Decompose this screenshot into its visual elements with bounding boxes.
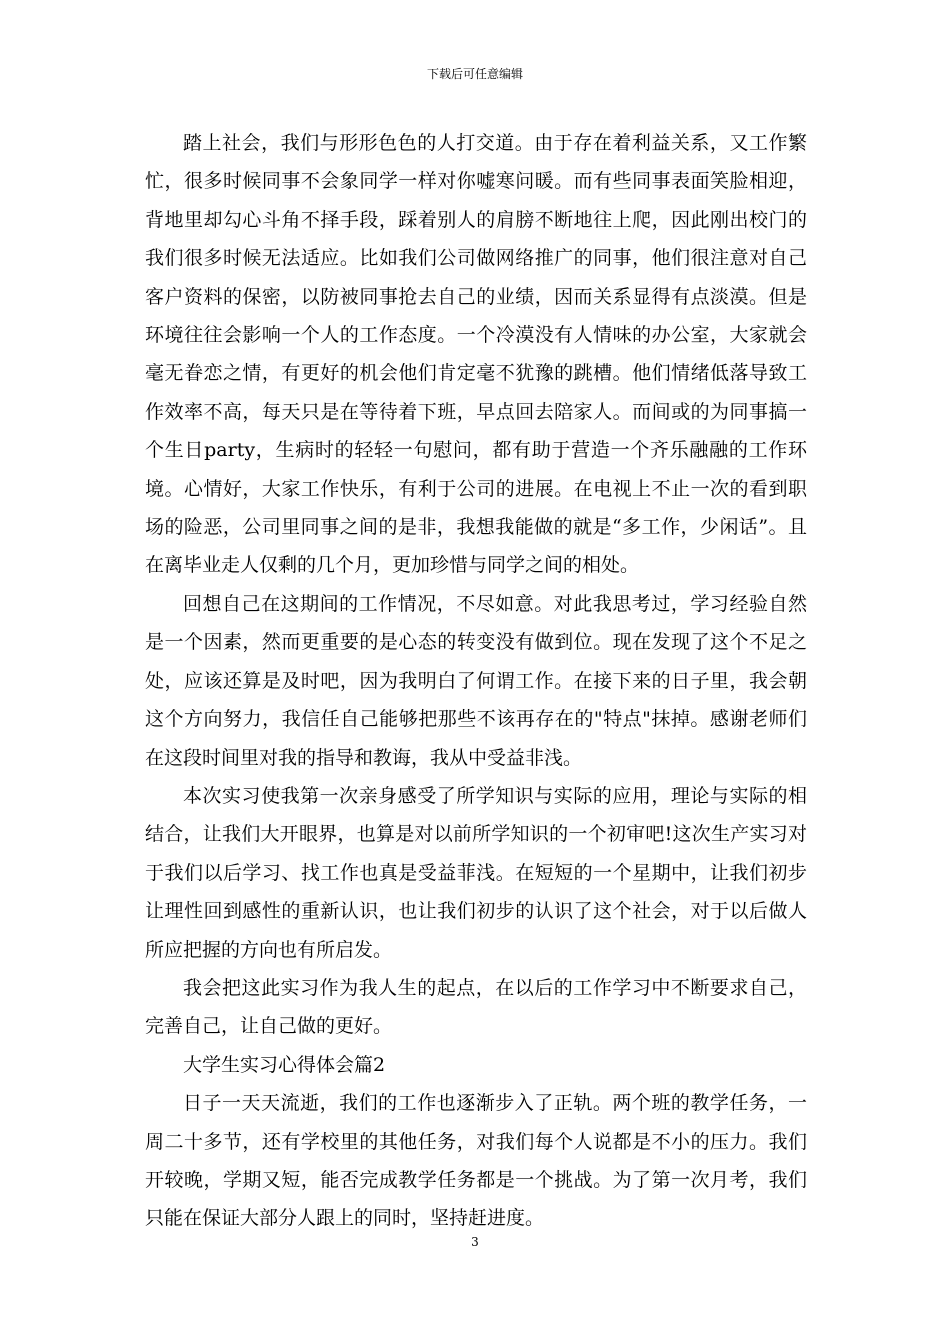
paragraph-teaching-tasks: 日子一天天流逝，我们的工作也逐渐步入了正轨。两个班的教学任务，一周二十多节，还有学校里的其他任务，对我们每个人说都是不小的压力。我们开较晚，学期又短，能否完成教学任务都是一个挑战。为了第一次月考，我们只能在保证大部分人跟上的同时，坚持赶进度。 — [145, 1092, 807, 1230]
section-heading: 大学生实习心得体会篇2 — [183, 1053, 386, 1076]
paragraph-starting-point: 我会把这此实习作为我人生的起点，在以后的工作学习中不断要求自己，完善自己，让自己做的更好。 — [145, 976, 807, 1038]
document-body — [145, 124, 807, 1238]
paragraph-internship-experience: 本次实习使我第一次亲身感受了所学知识与实际的应用，理论与实际的相结合，让我们大开眼界，也算是对以前所学知识的一个初审吧!这次生产实习对于我们以后学习、找工作也真是受益菲浅。在短短的一个星期中，让我们初步让理性回到感性的重新认识，也让我们初步的认识了这个社会，对于以后做人所应把握的方向也有所启发。 — [145, 784, 807, 961]
page-number: 3 — [471, 1235, 479, 1249]
page-header: 下载后可任意编辑 — [426, 67, 523, 81]
paragraph-self-reflection: 回想自己在这期间的工作情况，不尽如意。对此我思考过，学习经验自然是一个因素，然而更重要的是心态的转变没有做到位。现在发现了这个不足之处，应该还算是及时吧，因为我明白了何谓工作。在接下来的日子里，我会朝这个方向努力，我信任自己能够把那些不该再存在的"特点"抹掉。感谢老师们在这段时间里对我的指导和教诲，我从中受益非浅。 — [145, 592, 807, 769]
paragraph-workplace-relations: 踏上社会，我们与形形色色的人打交道。由于存在着利益关系，又工作繁忙，很多时候同事不会象同学一样对你嘘寒问暖。而有些同事表面笑脸相迎，背地里却勾心斗角不择手段，踩着别人的肩膀不断地往上爬，因此刚出校门的我们很多时候无法适应。比如我们公司做网络推广的同事，他们很注意对自己客户资料的保密，以防被同事抢去自己的业绩，因而关系显得有点淡漠。但是环境往往会影响一个人的工作态度。一个冷漠没有人情味的办公室，大家就会毫无眷恋之情，有更好的机会他们肯定毫不犹豫的跳槽。他们情绪低落导致工作效率不高，每天只是在等待着下班，早点回去陪家人。而间或的为同事搞一个生日party，生病时的轻轻一句慰问，都有助于营造一个齐乐融融的工作环境。心情好，大家工作快乐，有利于公司的进展。在电视上不止一次的看到职场的险恶，公司里同事之间的是非，我想我能做的就是“多工作，少闲话”。且在离毕业走人仅剩的几个月，更加珍惜与同学之间的相处。 — [145, 132, 807, 577]
